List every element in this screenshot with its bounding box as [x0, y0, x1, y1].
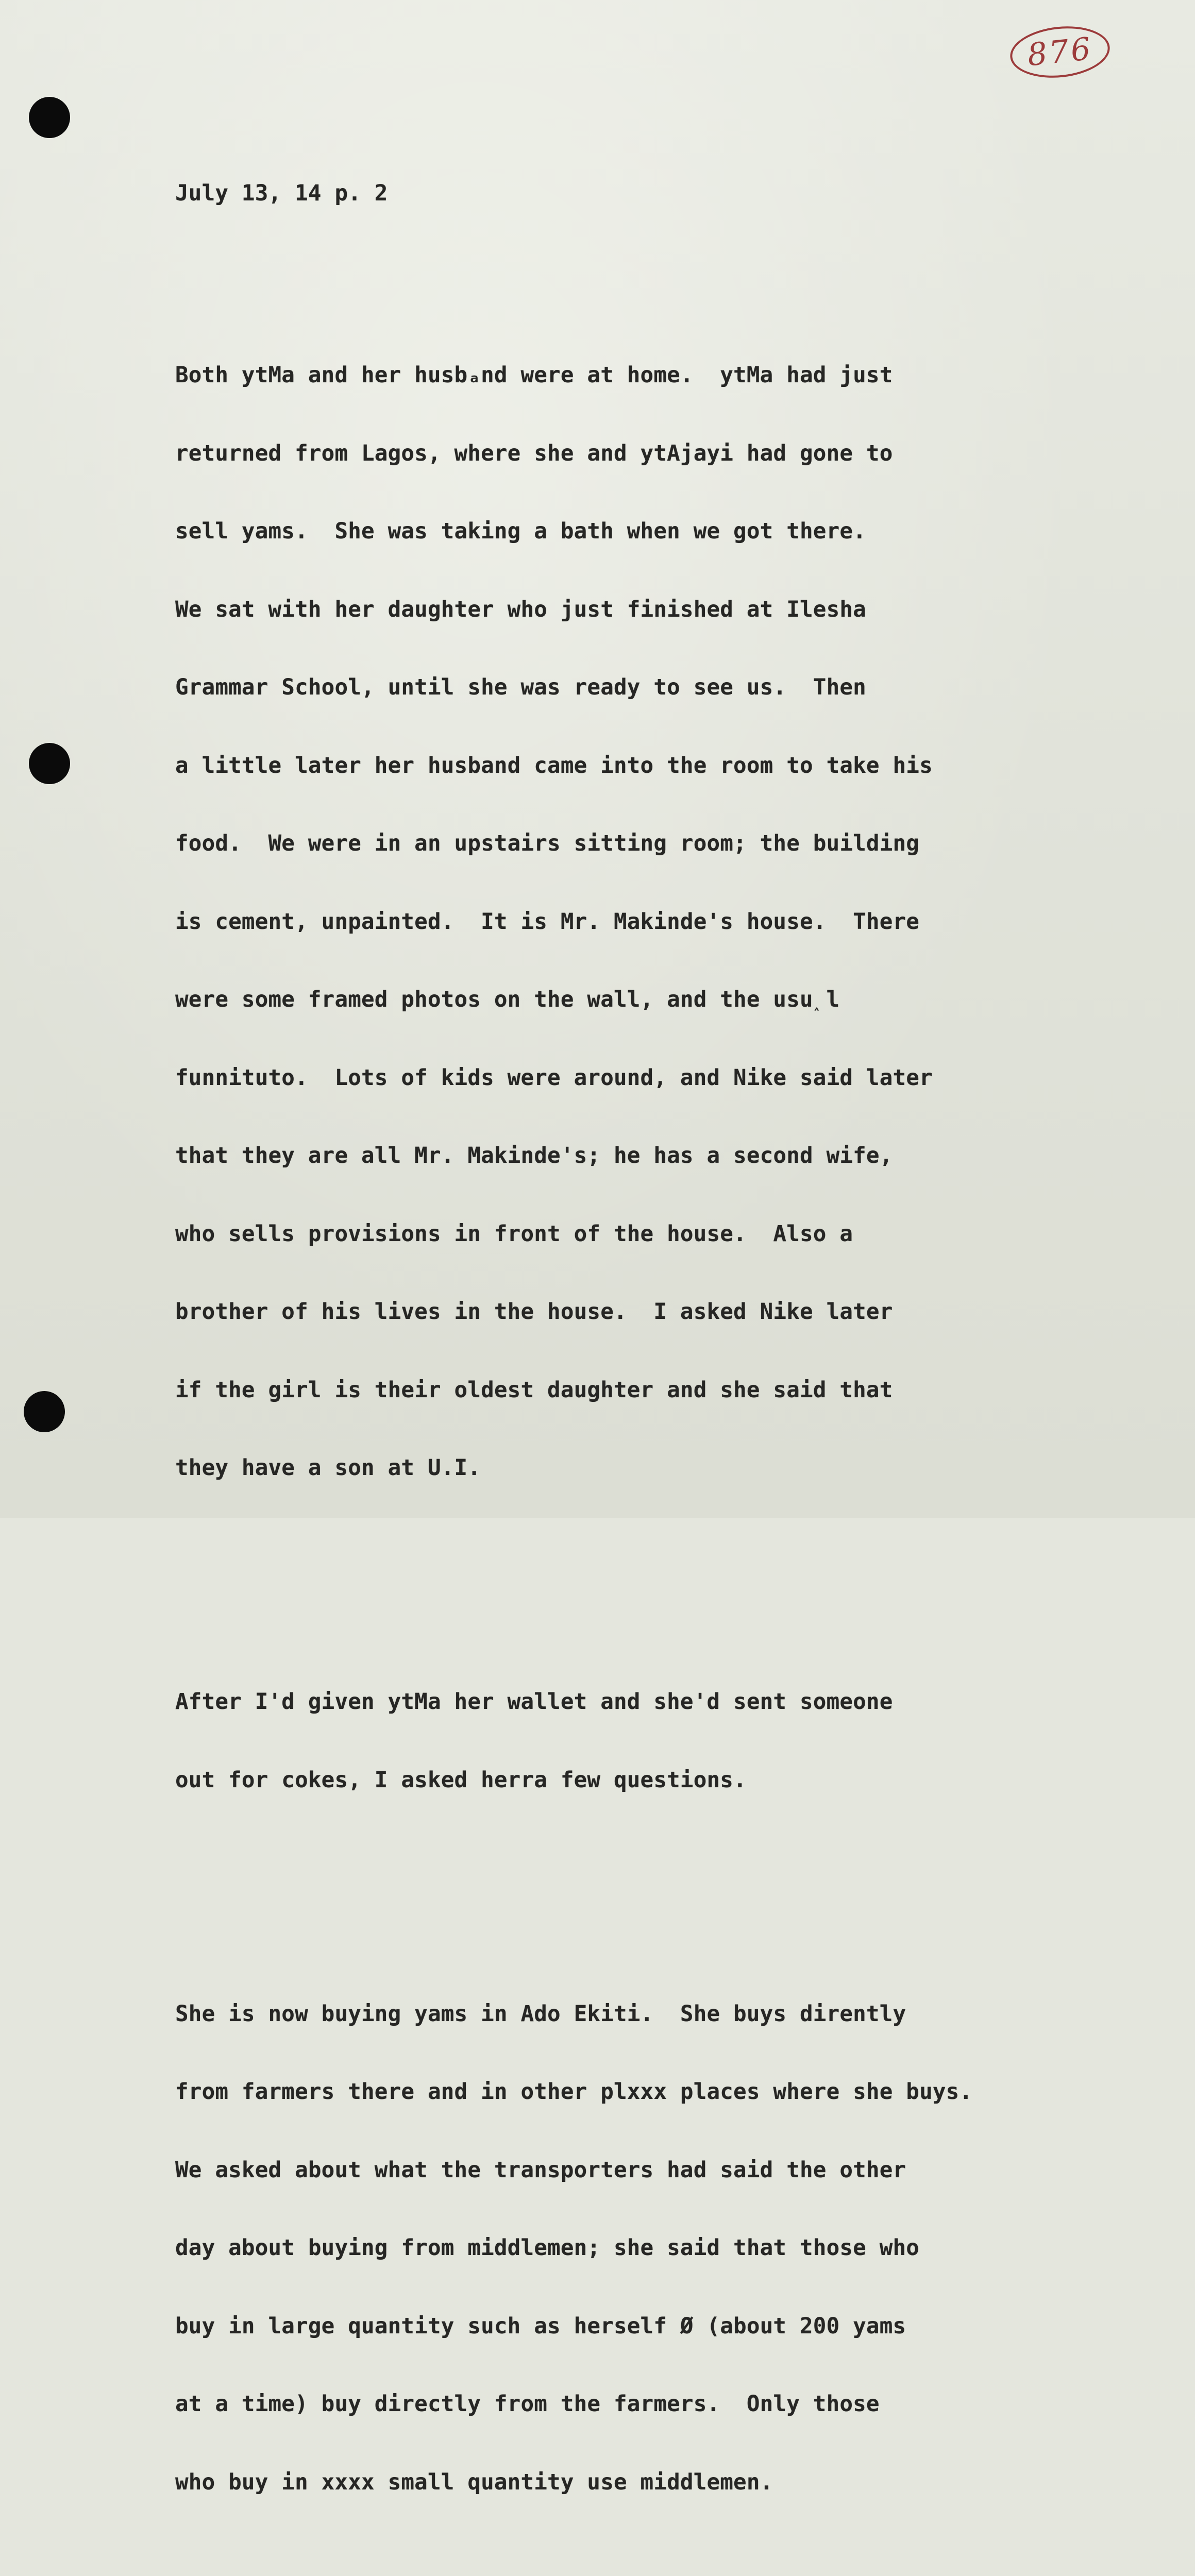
page-number: 876 — [1025, 30, 1095, 74]
text-line: is cement, unpainted. It is Mr. Makinde's house. There — [175, 909, 920, 935]
text-line: they have a son at U.I. — [175, 1455, 481, 1481]
text-line: food. We were in an upstairs sitting room; the building — [175, 831, 920, 856]
text-line: Grammar School, until she was ready to see us. Then — [175, 675, 866, 700]
text-line: day about buying from middlemen; she said that those who — [175, 2235, 920, 2261]
paragraph — [175, 1950, 1154, 2548]
text-line: After I'd given ytMa her wallet and she'd sent someone — [175, 1689, 893, 1715]
text-line: She is now buying yams in Ado Ekiti. She buys dirently — [175, 2001, 906, 2027]
text-line: from farmers there and in other plxxx places where she buys. — [175, 2079, 973, 2105]
text-line: who sells provisions in front of the house. Also a — [175, 1221, 853, 1247]
text-line: buy in large quantity such as herself Ø (about 200 yams — [175, 2313, 906, 2339]
punch-hole — [29, 97, 70, 138]
text-line: at a time) buy directly from the farmers. Only those — [175, 2392, 880, 2417]
page-heading: July 13, 14 p. 2 — [175, 181, 388, 206]
text-line: We sat with her daughter who just finished at Ilesha — [175, 597, 866, 622]
paragraph — [175, 1637, 1154, 1845]
punch-hole — [24, 1391, 65, 1432]
text-line: a little later her husband came into the room to take his — [175, 753, 933, 778]
text-line: brother of his lives in the house. I asked Nike later — [175, 1299, 893, 1325]
text-line: returned from Lagos, where she and ytAjayi had gone to — [175, 440, 893, 466]
text-line: funnituto. Lots of kids were around, and Nike said later — [175, 1065, 933, 1091]
page-number-stamp — [1007, 22, 1112, 82]
typed-text-body — [175, 129, 1154, 2576]
paragraph — [175, 311, 1154, 1534]
text-line: that they are all Mr. Makinde's; he has a second wife, — [175, 1143, 893, 1168]
punch-hole — [29, 743, 70, 784]
text-line: out for cokes, I asked herra few questions. — [175, 1767, 747, 1793]
text-line: sell yams. She was taking a bath when we got there. — [175, 519, 866, 544]
text-line: if the girl is their oldest daughter and she said that — [175, 1377, 893, 1403]
text-line: who buy in xxxx small quantity use middlemen. — [175, 2469, 773, 2495]
text-line: Both ytMa and her husbₐnd were at home. ytMa had just — [175, 363, 893, 388]
text-line: We asked about what the transporters had said the other — [175, 2157, 906, 2183]
text-line: were some framed photos on the wall, and the usu˰l — [175, 987, 840, 1012]
